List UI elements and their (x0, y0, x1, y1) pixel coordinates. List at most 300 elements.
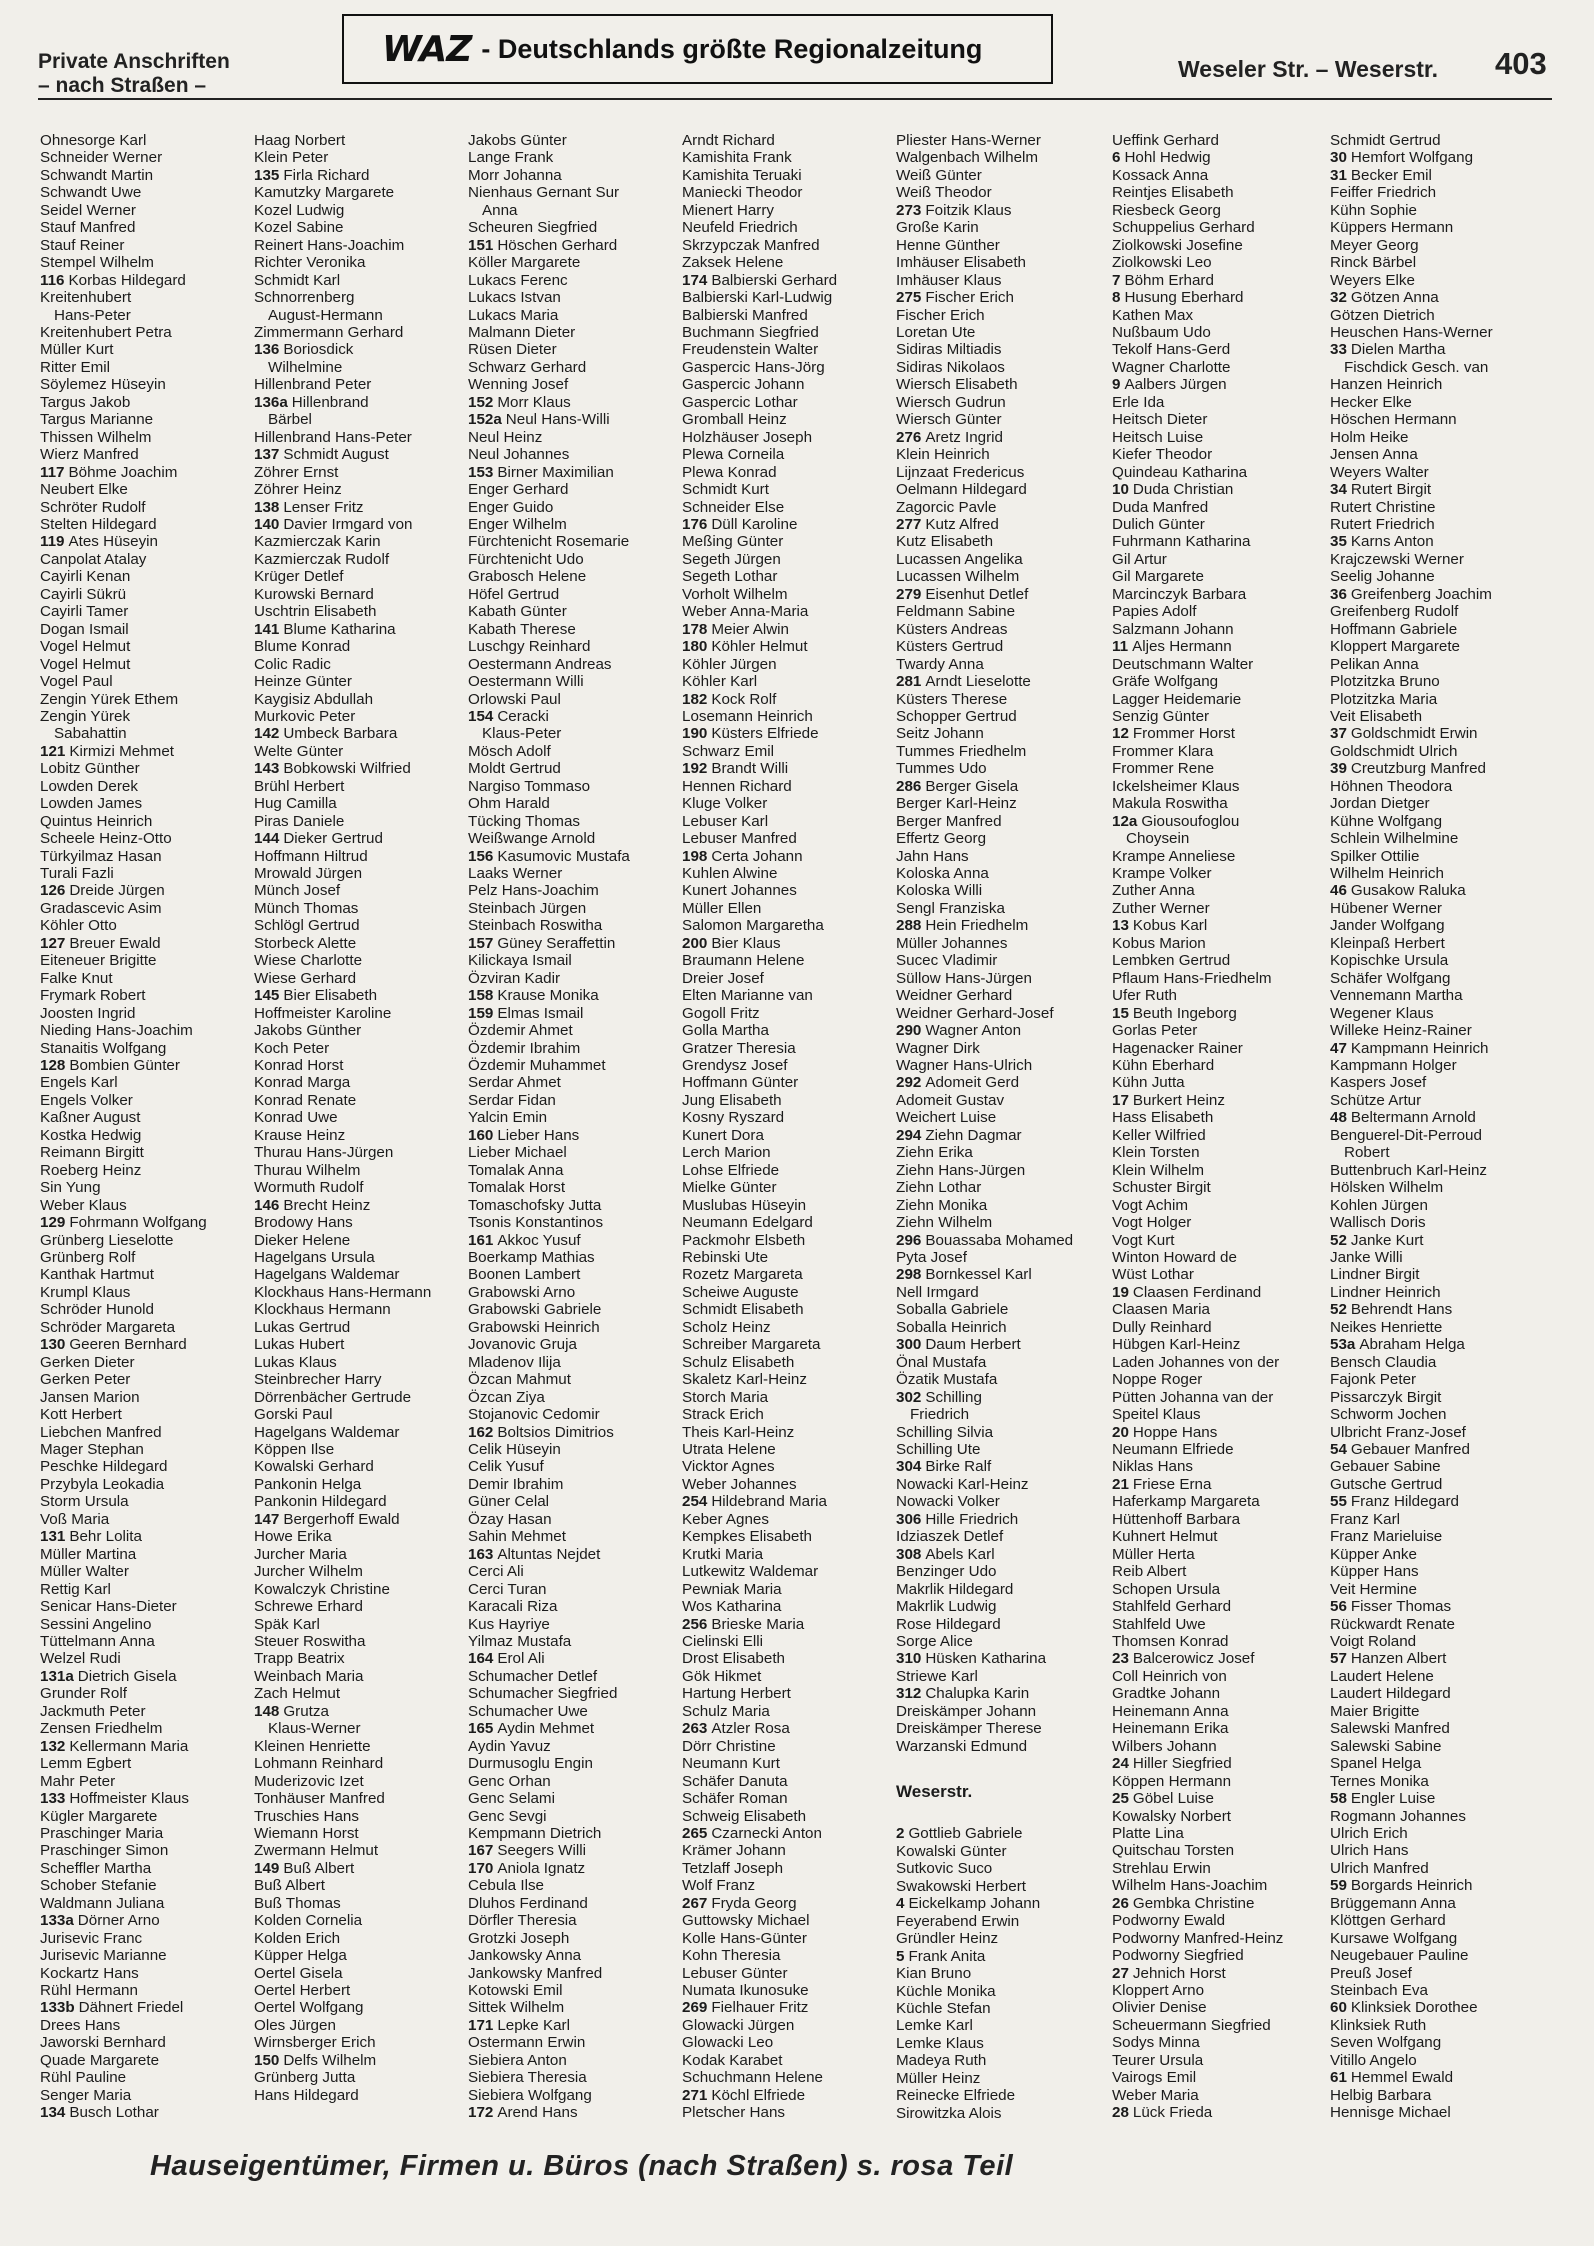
resident-entry: Müller Kurt (40, 341, 114, 359)
house-number: 138 (254, 498, 280, 516)
resident-entry: Peschke Hildegard (40, 1458, 168, 1476)
resident-entry: Feyerabend Erwin (896, 1912, 1020, 1930)
resident-entry: 26 Gembka Christine (1112, 1894, 1255, 1912)
resident-entry: Krause Heinz (254, 1126, 346, 1144)
house-number: 157 (468, 934, 494, 952)
resident-entry: Kühn Sophie (1330, 201, 1417, 219)
resident-entry: Cayirli Sükrü (40, 585, 127, 603)
resident-entry: Kabath Therese (468, 620, 576, 638)
resident-entry: Marcinczyk Barbara (1112, 585, 1247, 603)
resident-entry: Arndt Richard (682, 132, 775, 149)
resident-entry: Kuhlen Alwine (682, 865, 778, 883)
resident-entry: Kodak Karabet (682, 2051, 783, 2069)
resident-entry: Sidiras Nikolaos (896, 358, 1005, 376)
resident-entry: Yilmaz Mustafa (468, 1632, 572, 1650)
entry-continuation: Choysein (1126, 830, 1190, 848)
house-number: 180 (682, 638, 708, 656)
resident-entry: Lieber Michael (468, 1144, 567, 1162)
resident-entry: Grotzki Joseph (468, 1929, 570, 1947)
resident-entry: Utrata Helene (682, 1440, 776, 1458)
resident-entry: Klöttgen Gerhard (1330, 1912, 1446, 1930)
house-number: 163 (468, 1545, 494, 1563)
resident-entry: Effertz Georg (896, 830, 987, 848)
resident-entry: Küpper Anke (1330, 1545, 1417, 1563)
resident-entry: Rozetz Margareta (682, 1266, 803, 1284)
resident-entry: 28 Lück Frieda (1112, 2104, 1213, 2122)
resident-entry: Nienhaus Gernant Sur (468, 184, 620, 202)
house-number: 4 (896, 1895, 905, 1913)
house-number: 279 (896, 585, 922, 603)
resident-entry: Benguerel-Dit-Perroud (1330, 1126, 1482, 1144)
resident-entry: Hanzen Heinrich (1330, 376, 1443, 394)
resident-entry: 60 Klinksiek Dorothee (1330, 1999, 1478, 2017)
resident-entry: Weidner Gerhard (896, 987, 1013, 1005)
house-number: 31 (1330, 166, 1347, 184)
resident-entry: Rinck Bärbel (1330, 254, 1417, 272)
resident-entry: Köhler Otto (40, 917, 117, 935)
resident-entry: 163 Altuntas Nejdet (468, 1545, 601, 1563)
resident-entry: Schröter Rudolf (40, 498, 146, 516)
resident-entry: Hoffmeister Karoline (254, 1004, 392, 1022)
resident-entry: Striewe Karl (896, 1667, 978, 1685)
resident-entry: 174 Balbierski Gerhard (682, 271, 838, 289)
house-number: 134 (40, 2104, 66, 2122)
resident-entry: Kaßner August (40, 1109, 141, 1127)
resident-entry: Wiese Gerhard (254, 969, 357, 987)
resident-entry: Genc Orhan (468, 1772, 551, 1790)
resident-entry: 141 Blume Katharina (254, 620, 396, 638)
resident-entry: Schneider Else (682, 498, 785, 516)
resident-entry: Wegener Klaus (1330, 1004, 1434, 1022)
resident-entry: Siebiera Wolfgang (468, 2086, 592, 2104)
resident-entry: Dieker Helene (254, 1231, 351, 1249)
resident-entry: Tomalak Anna (468, 1161, 564, 1179)
resident-entry: Seelig Johanne (1330, 568, 1435, 586)
resident-entry: Koch Peter (254, 1039, 330, 1057)
resident-entry: Fürchtenicht Rosemarie (468, 533, 630, 551)
resident-entry: Weißwange Arnold (468, 830, 596, 848)
house-number: 160 (468, 1126, 494, 1144)
resident-entry: Tekolf Hans-Gerd (1112, 341, 1231, 359)
resident-entry: Weber Klaus (40, 1196, 127, 1214)
directory-columns (40, 132, 1560, 2132)
resident-entry: Winton Howard de (1112, 1249, 1237, 1266)
resident-entry: 296 Bouassaba Mohamed (896, 1231, 1074, 1249)
resident-entry: Grabosch Helene (468, 568, 587, 586)
resident-entry: Lemke Klaus (896, 2034, 984, 2052)
resident-entry: 310 Hüsken Katharina (896, 1650, 1047, 1668)
house-number: 171 (468, 2016, 494, 2034)
resident-entry: Swakowski Herbert (896, 1877, 1026, 1895)
resident-entry: Küchle Monika (896, 1982, 996, 2000)
resident-entry: Grendysz Josef (682, 1057, 788, 1075)
resident-entry: Neumann Elfriede (1112, 1440, 1234, 1458)
house-number: 151 (468, 236, 494, 254)
resident-entry: 148 Grutza (254, 1702, 329, 1720)
resident-entry: Kockartz Hans (40, 1964, 139, 1982)
resident-entry: Konrad Horst (254, 1057, 344, 1075)
resident-entry: 137 Schmidt August (254, 446, 389, 464)
resident-entry: Makula Roswitha (1112, 795, 1228, 813)
resident-entry: 11 Aljes Hermann (1112, 638, 1232, 656)
resident-entry: Sodys Minna (1112, 2034, 1200, 2052)
resident-entry: Franz Marieluise (1330, 1528, 1443, 1546)
resident-entry: Gil Artur (1112, 550, 1167, 568)
resident-entry: Makrlik Hildegard (896, 1580, 1014, 1598)
resident-entry: Kazmierczak Rudolf (254, 550, 390, 568)
house-number: 127 (40, 934, 66, 952)
resident-entry: Kühn Eberhard (1112, 1057, 1215, 1075)
resident-entry: Pelz Hans-Joachim (468, 882, 599, 900)
resident-entry: Späk Karl (254, 1615, 320, 1633)
resident-entry: Buß Albert (254, 1877, 325, 1895)
resident-entry: Lukacs Ferenc (468, 271, 568, 289)
resident-entry: Waldmann Juliana (40, 1894, 165, 1912)
resident-entry: 58 Engler Luise (1330, 1790, 1436, 1808)
resident-entry: Vogel Paul (40, 673, 113, 691)
resident-entry: 130 Geeren Bernhard (40, 1336, 187, 1354)
resident-entry: Greifenberg Rudolf (1330, 603, 1459, 621)
resident-entry: Vogt Kurt (1112, 1231, 1175, 1249)
section-label-line2: – nach Straßen – (38, 74, 207, 97)
resident-entry: Kleinpaß Herbert (1330, 934, 1445, 952)
resident-entry: Celik Hüseyin (468, 1440, 561, 1458)
house-number: 35 (1330, 533, 1347, 551)
resident-entry: Imhäuser Klaus (896, 271, 1002, 289)
resident-entry: Sirowitzka Alois (896, 2104, 1002, 2122)
house-number: 265 (682, 1824, 708, 1842)
resident-entry: Strack Erich (682, 1406, 764, 1424)
resident-entry: 281 Arndt Lieselotte (896, 673, 1031, 691)
resident-entry: Stelten Hildegard (40, 515, 157, 533)
resident-entry: 31 Becker Emil (1330, 166, 1432, 184)
resident-entry: Mager Stephan (40, 1440, 144, 1458)
resident-entry: Steinbach Eva (1330, 1982, 1428, 2000)
resident-entry: Ziehn Monika (896, 1196, 988, 1214)
resident-entry: 52 Behrendt Hans (1330, 1301, 1453, 1319)
resident-entry: Hennen Richard (682, 777, 792, 795)
resident-entry: 292 Adomeit Gerd (896, 1074, 1020, 1092)
house-number: 298 (896, 1266, 922, 1284)
resident-entry: Pliester Hans-Werner (896, 132, 1041, 149)
resident-entry: Gogoll Fritz (682, 1004, 760, 1022)
resident-entry: Liebchen Manfred (40, 1423, 162, 1441)
resident-entry: Stojanovic Cedomir (468, 1406, 600, 1424)
resident-entry: Küppers Hermann (1330, 219, 1454, 237)
resident-entry: Seitz Johann (896, 725, 984, 743)
resident-entry: Falke Knut (40, 969, 113, 987)
resident-entry: Ziolkowski Leo (1112, 254, 1212, 272)
resident-entry: Helbig Barbara (1330, 2086, 1432, 2104)
resident-entry: Schweig Elisabeth (682, 1807, 807, 1825)
resident-entry: Uschtrin Elisabeth (254, 603, 377, 621)
resident-entry: Stempel Wilhelm (40, 254, 154, 272)
resident-entry: Plewa Corneila (682, 446, 785, 464)
resident-entry: Berger Karl-Heinz (896, 795, 1017, 813)
resident-entry: Numata Ikunosuke (682, 1982, 809, 2000)
resident-entry: Weber Anna-Maria (682, 603, 809, 621)
house-number: 133 (40, 1790, 66, 1808)
resident-entry: Demir Ibrahim (468, 1475, 564, 1493)
resident-entry: Skrzypczak Manfred (682, 236, 820, 254)
resident-entry: Ickelsheimer Klaus (1112, 777, 1240, 795)
house-number: 132 (40, 1737, 66, 1755)
house-number: 26 (1112, 1894, 1129, 1912)
resident-entry: Hecker Elke (1330, 393, 1412, 411)
resident-entry: Klockhaus Hans-Hermann (254, 1283, 432, 1301)
resident-entry: Spilker Ottilie (1330, 847, 1420, 865)
resident-entry: Buß Thomas (254, 1894, 341, 1912)
resident-entry: Mielke Günter (682, 1179, 777, 1197)
resident-entry: Engels Karl (40, 1074, 118, 1092)
resident-entry: Salzmann Johann (1112, 620, 1234, 638)
resident-entry: Holm Heike (1330, 428, 1409, 446)
resident-entry: Senger Maria (40, 2086, 132, 2104)
resident-entry: 164 Erol Ali (468, 1650, 545, 1668)
resident-entry: Adomeit Gustav (896, 1091, 1005, 1109)
resident-entry: Dreier Josef (682, 969, 764, 987)
resident-entry: Maniecki Theodor (682, 184, 803, 202)
resident-entry: Lebuser Günter (682, 1964, 788, 1982)
resident-entry: 277 Kutz Alfred (896, 515, 999, 533)
resident-entry: 190 Küsters Elfriede (682, 725, 819, 743)
resident-entry: 34 Rutert Birgit (1330, 481, 1432, 499)
house-number: 198 (682, 847, 708, 865)
resident-entry: Kamutzky Margarete (254, 184, 395, 202)
resident-entry: Haag Norbert (254, 132, 346, 149)
resident-entry: 159 Elmas Ismail (468, 1004, 584, 1022)
resident-entry: Welzel Rudi (40, 1650, 121, 1668)
resident-entry: Önal Mustafa (896, 1353, 987, 1371)
resident-entry: Praschinger Maria (40, 1824, 164, 1842)
resident-entry: Kathen Max (1112, 306, 1194, 324)
resident-entry: Krumpl Klaus (40, 1283, 131, 1301)
resident-entry: Kaspers Josef (1330, 1074, 1427, 1092)
resident-entry: Quade Margarete (40, 2051, 160, 2069)
house-number: 117 (40, 463, 65, 481)
resident-entry: Luschgy Reinhard (468, 638, 591, 656)
resident-entry: Schnorrenberg (254, 289, 355, 307)
resident-entry: Niklas Hans (1112, 1458, 1194, 1476)
resident-entry: Tetzlaff Joseph (682, 1859, 784, 1877)
resident-entry: 55 Franz Hildegard (1330, 1493, 1459, 1511)
resident-entry: 138 Lenser Fritz (254, 498, 364, 516)
resident-entry: Vogel Helmut (40, 655, 131, 673)
house-number: 306 (896, 1510, 922, 1528)
house-number: 131a (40, 1667, 74, 1685)
resident-entry: Plotzitzka Maria (1330, 690, 1438, 708)
resident-entry: Cerci Ali (468, 1563, 524, 1581)
resident-entry: Howe Erika (254, 1528, 332, 1546)
house-number: 57 (1330, 1650, 1347, 1668)
resident-entry: Wiemann Horst (254, 1824, 359, 1842)
house-number: 277 (896, 515, 922, 533)
resident-entry: Genc Selami (468, 1790, 555, 1808)
resident-entry: Glowacki Jürgen (682, 2016, 795, 2034)
resident-entry: Lemm Egbert (40, 1755, 132, 1773)
resident-entry: Nußbaum Udo (1112, 323, 1211, 341)
resident-entry: Weiß Günter (896, 166, 982, 184)
resident-entry: Jackmuth Peter (40, 1702, 146, 1720)
resident-entry: Zengin Yürek Ethem (40, 690, 179, 708)
resident-entry: Kowalsky Norbert (1112, 1807, 1232, 1825)
resident-entry: Vitillo Angelo (1330, 2051, 1417, 2069)
house-number: 119 (40, 533, 65, 551)
house-number: 55 (1330, 1493, 1347, 1511)
resident-entry: Klein Peter (254, 149, 329, 167)
resident-entry: Jordan Dietger (1330, 795, 1430, 813)
resident-entry: Lagger Heidemarie (1112, 690, 1242, 708)
resident-entry: Grabowski Heinrich (468, 1318, 600, 1336)
resident-entry: Steinbach Roswitha (468, 917, 603, 935)
resident-entry: Hüttenhoff Barbara (1112, 1510, 1241, 1528)
house-number: 154 (468, 707, 494, 725)
resident-entry: Özviran Kadir (468, 969, 561, 987)
house-number: 290 (896, 1022, 922, 1040)
resident-entry: Quintus Heinrich (40, 812, 153, 830)
resident-entry: Rüsen Dieter (468, 341, 557, 359)
resident-entry: Kotowski Emil (468, 1982, 563, 2000)
resident-entry: Zaksek Helene (682, 254, 784, 272)
house-number: 308 (896, 1545, 922, 1563)
resident-entry: Köppen Hermann (1112, 1772, 1232, 1790)
resident-entry: 48 Beltermann Arnold (1330, 1109, 1476, 1127)
resident-entry: 162 Boltsios Dimitrios (468, 1423, 614, 1441)
resident-entry: Goldschmidt Ulrich (1330, 742, 1458, 760)
resident-entry: 133a Dörner Arno (40, 1912, 160, 1930)
house-number: 164 (468, 1650, 494, 1668)
house-number: 263 (682, 1720, 708, 1738)
resident-entry: Pelikan Anna (1330, 655, 1419, 673)
resident-entry: Gradtke Johann (1112, 1685, 1221, 1703)
house-number: 28 (1112, 2104, 1129, 2122)
resident-entry: Kutz Elisabeth (896, 533, 994, 551)
resident-entry: Süllow Hans-Jürgen (896, 969, 1032, 987)
resident-entry: Bensch Claudia (1330, 1353, 1437, 1371)
directory-column-3 (468, 132, 680, 2122)
resident-entry: Küsters Andreas (896, 620, 1008, 638)
resident-entry: Kopischke Ursula (1330, 952, 1449, 970)
resident-entry: Oestermann Willi (468, 673, 584, 691)
resident-entry: Vennemann Martha (1330, 987, 1463, 1005)
resident-entry: Schober Stefanie (40, 1877, 157, 1895)
resident-entry: Hagelgans Waldemar (254, 1423, 400, 1441)
resident-entry: Özatik Mustafa (896, 1371, 998, 1389)
resident-entry: Stahlfeld Gerhard (1112, 1598, 1232, 1616)
house-number: 130 (40, 1336, 66, 1354)
resident-entry: Schopen Ursula (1112, 1580, 1221, 1598)
resident-entry: Pankonin Hildegard (254, 1493, 387, 1511)
resident-entry: Madeya Ruth (896, 2052, 987, 2070)
resident-entry: Soballa Heinrich (896, 1318, 1007, 1336)
resident-entry: Lohse Elfriede (682, 1161, 780, 1179)
resident-entry: Lange Frank (468, 149, 554, 167)
resident-entry: Balbierski Manfred (682, 306, 808, 324)
resident-entry: Oles Jürgen (254, 2016, 336, 2034)
resident-entry: Lukacs Istvan (468, 289, 561, 307)
resident-entry: Dluhos Ferdinand (468, 1894, 588, 1912)
resident-entry: Schilling Ute (896, 1440, 981, 1458)
resident-entry: Gründler Heinz (896, 1930, 999, 1948)
resident-entry: Celik Yusuf (468, 1458, 544, 1476)
resident-entry: Klinksiek Ruth (1330, 2016, 1427, 2034)
resident-entry: Schopper Gertrud (896, 707, 1017, 725)
resident-entry: Wagner Hans-Ulrich (896, 1057, 1033, 1075)
resident-entry: Cebula Ilse (468, 1877, 544, 1895)
resident-entry: Wagner Charlotte (1112, 358, 1231, 376)
house-number: 11 (1112, 638, 1129, 656)
resident-entry: Gorski Paul (254, 1406, 333, 1424)
resident-entry: Mrowald Jürgen (254, 865, 363, 883)
resident-entry: 256 Brieske Maria (682, 1615, 805, 1633)
resident-entry: Kolden Cornelia (254, 1912, 363, 1930)
resident-entry: Hug Camilla (254, 795, 337, 813)
resident-entry: Küpper Hans (1330, 1563, 1419, 1581)
resident-entry: Dulich Günter (1112, 515, 1205, 533)
resident-entry: 39 Creutzburg Manfred (1330, 760, 1486, 778)
resident-entry: Wiersch Günter (896, 411, 1002, 429)
house-number: 273 (896, 201, 922, 219)
resident-entry: Sittek Wilhelm (468, 1999, 565, 2017)
resident-entry: Kreitenhubert (40, 289, 132, 307)
resident-entry: Kloppert Margarete (1330, 638, 1461, 656)
street-heading: Weserstr. (896, 1781, 973, 1801)
resident-entry: Steinbrecher Harry (254, 1371, 382, 1389)
resident-entry: Franz Karl (1330, 1510, 1401, 1528)
resident-entry: Lukas Klaus (254, 1353, 337, 1371)
resident-entry: Genc Sevgi (468, 1807, 547, 1825)
resident-entry: Kilickaya Ismail (468, 952, 572, 970)
resident-entry: Stauf Manfred (40, 219, 136, 237)
house-number: 21 (1112, 1475, 1129, 1493)
resident-entry: Thissen Wilhelm (40, 428, 152, 446)
house-number: 149 (254, 1859, 280, 1877)
resident-entry: Jahn Hans (896, 847, 969, 865)
resident-entry: Siebiera Theresia (468, 2069, 587, 2087)
resident-entry: Plotzitzka Bruno (1330, 673, 1440, 691)
resident-entry: 10 Duda Christian (1112, 481, 1234, 499)
resident-entry: Wenning Josef (468, 376, 569, 394)
resident-entry: Wiersch Elisabeth (896, 376, 1018, 394)
resident-entry: Kohn Theresia (682, 1947, 781, 1965)
resident-entry: Senicar Hans-Dieter (40, 1598, 177, 1616)
resident-entry: Kowalski Günter (896, 1842, 1007, 1860)
resident-entry: Gradascevic Asim (40, 899, 162, 917)
resident-entry: Kloppert Arno (1112, 1982, 1205, 2000)
resident-entry: 46 Gusakow Raluka (1330, 882, 1466, 900)
resident-entry: Riesbeck Georg (1112, 201, 1221, 219)
resident-entry: Vogt Holger (1112, 1214, 1192, 1232)
resident-entry: Moldt Gertrud (468, 760, 561, 778)
resident-entry: Schwandt Martin (40, 166, 154, 184)
house-number: 5 (896, 1947, 905, 1965)
section-label (38, 50, 230, 98)
resident-entry: 12a Giousoufoglou (1112, 812, 1240, 830)
house-number: 126 (40, 882, 66, 900)
resident-entry: Gratzer Theresia (682, 1039, 796, 1057)
resident-entry: Schröder Hunold (40, 1301, 154, 1319)
resident-entry: Rühl Pauline (40, 2069, 127, 2087)
resident-entry: Gerken Peter (40, 1371, 131, 1389)
resident-entry: Tücking Thomas (468, 812, 580, 830)
resident-entry: Kozel Ludwig (254, 201, 345, 219)
entry-continuation: Sabahattin (54, 725, 127, 743)
resident-entry: Özay Hasan (468, 1510, 552, 1528)
resident-entry: Schäfer Wolfgang (1330, 969, 1451, 987)
house-number: 146 (254, 1196, 280, 1214)
resident-entry: 147 Bergerhoff Ewald (254, 1510, 400, 1528)
resident-entry: Ziehn Hans-Jürgen (896, 1161, 1026, 1179)
